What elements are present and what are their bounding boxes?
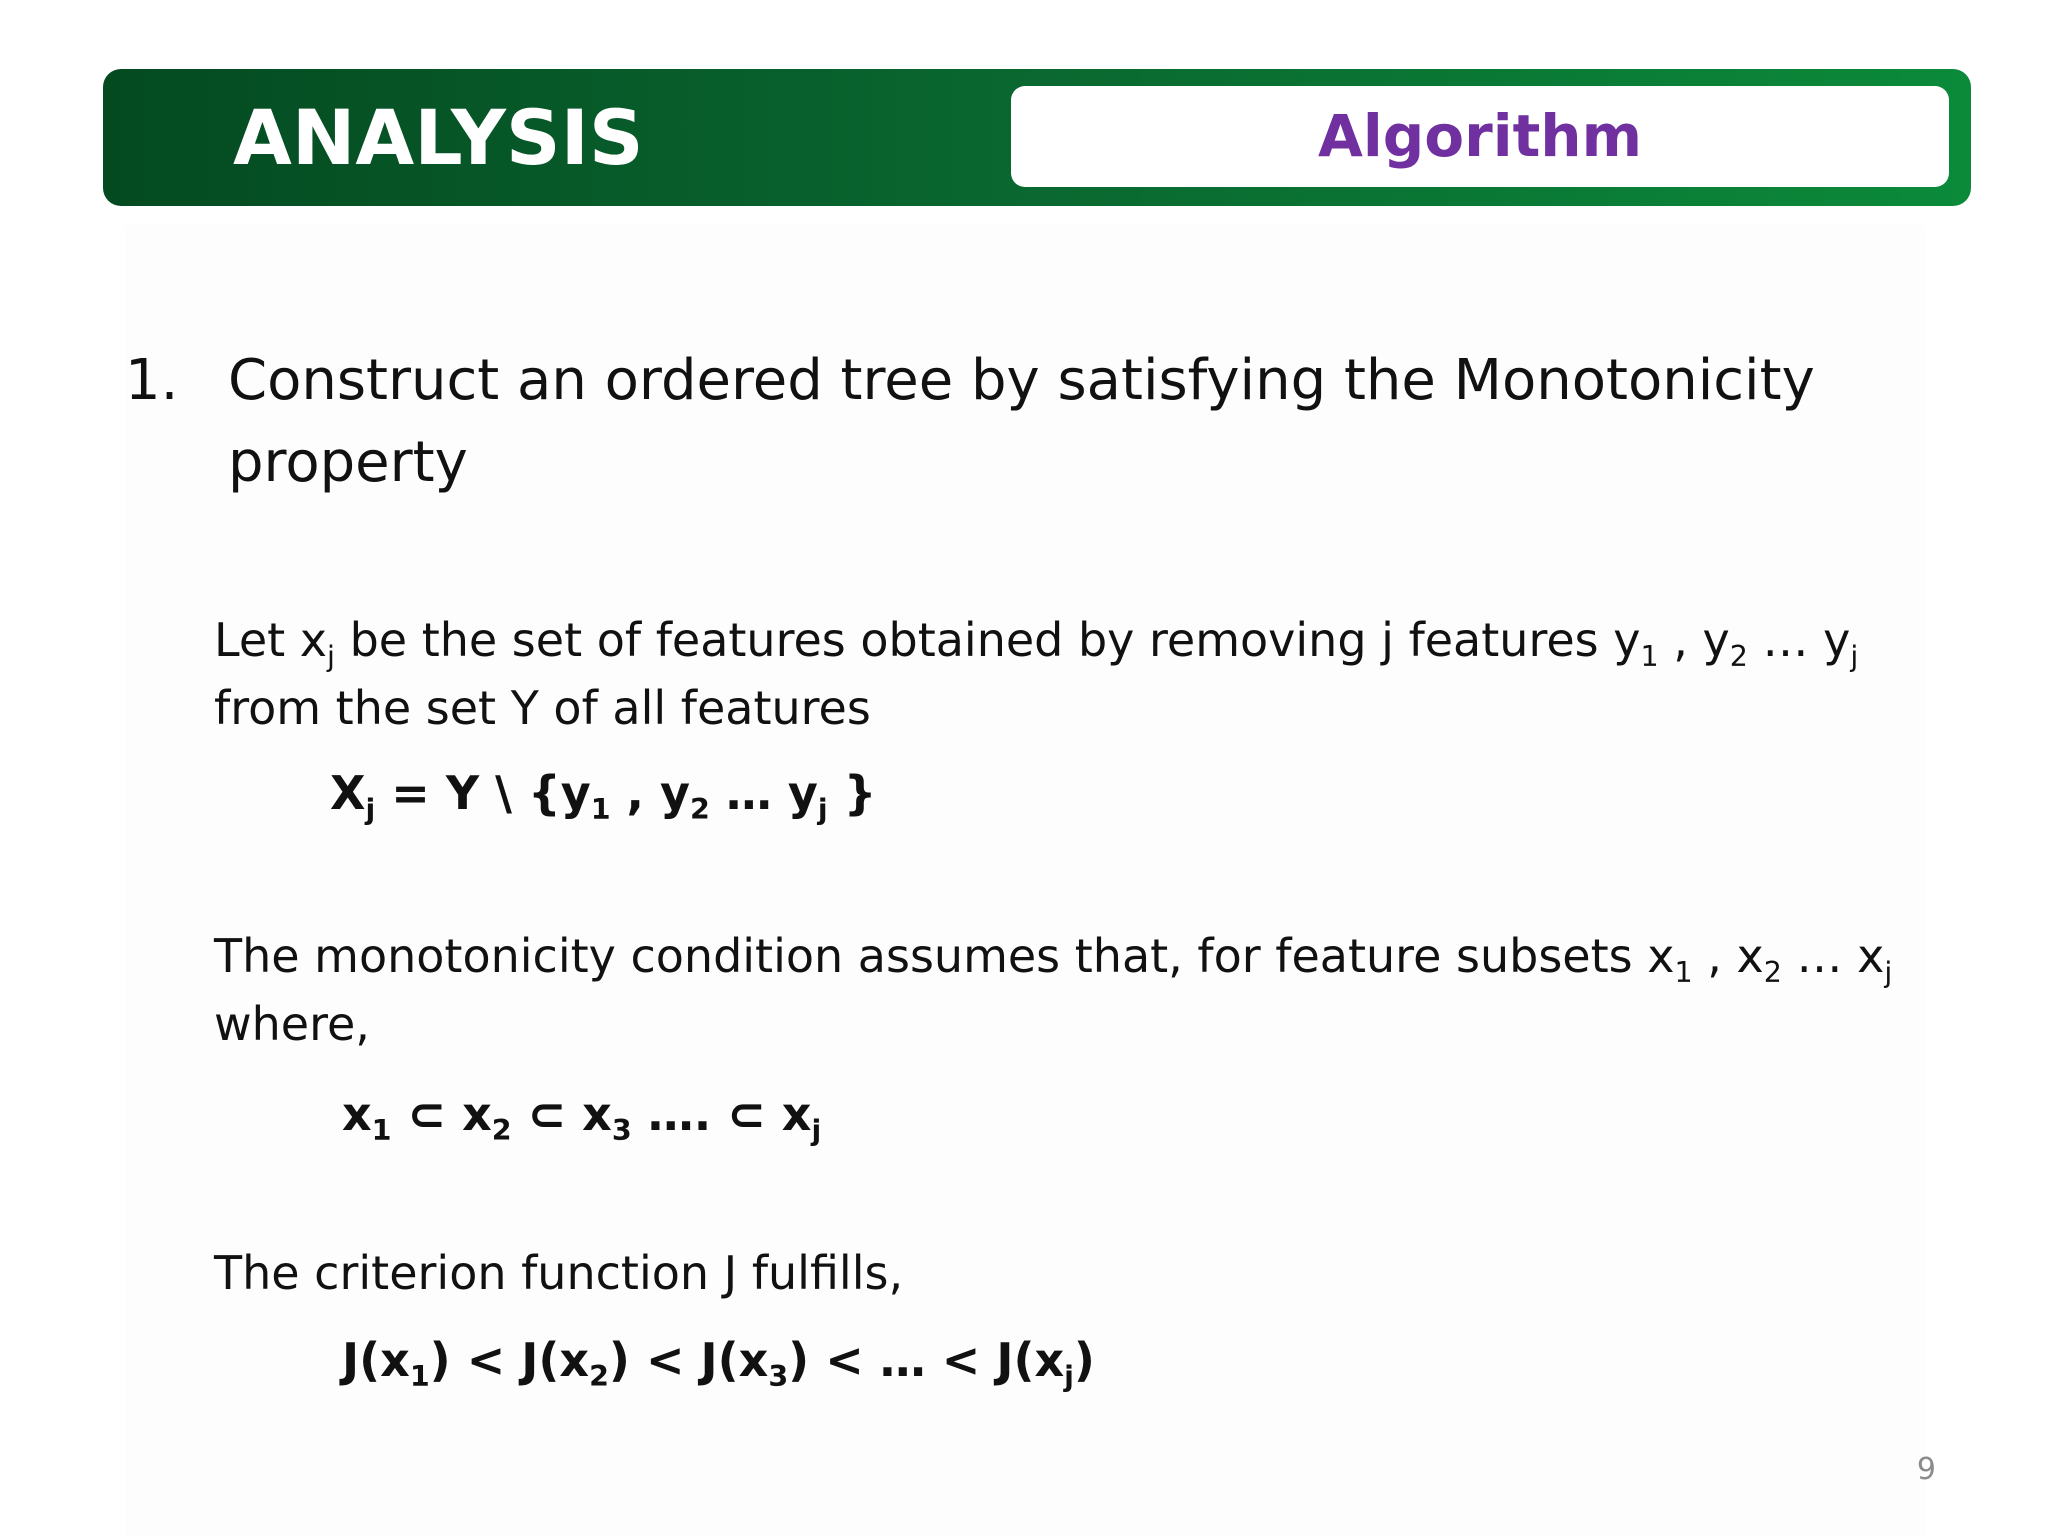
f3-sub-4: j — [1064, 1359, 1074, 1393]
header-subtitle: Algorithm — [1317, 102, 1643, 170]
para1-sub-4: j — [1850, 639, 1859, 673]
f1-sub-3: 2 — [690, 792, 710, 826]
step-number: 1. — [125, 348, 179, 413]
para2-sub-1: 1 — [1674, 955, 1693, 989]
f1-text-3: , y — [610, 766, 691, 820]
f3-text-3: ) < J(x — [608, 1333, 769, 1387]
f2-sub-2: 2 — [491, 1113, 512, 1147]
para2-text-1: The monotonicity condition assumes that, for feature subsets x — [214, 929, 1675, 983]
para1-text-5: from the set Y of all features — [214, 681, 871, 735]
f3-text-2: ) < J(x — [429, 1333, 590, 1387]
formula-set-difference — [330, 763, 877, 826]
f3-text-4: ) < … < J(x — [788, 1333, 1065, 1387]
f2-text-4: …. ⊂ x — [631, 1087, 812, 1141]
para2-sub-2: 2 — [1763, 955, 1782, 989]
f2-sub-1: 1 — [371, 1113, 392, 1147]
f3-sub-2: 2 — [589, 1359, 609, 1393]
para1-text-2: be the set of features obtained by removing j features y — [334, 613, 1641, 667]
f2-sub-4: j — [811, 1113, 822, 1147]
f1-sub-1: j — [365, 792, 376, 826]
para1-sub-2: 1 — [1640, 639, 1659, 673]
paragraph-definition — [214, 606, 1914, 742]
para1-text-3: , y — [1658, 613, 1730, 667]
f3-text-1: J(x — [342, 1333, 410, 1387]
f2-text-3: ⊂ x — [511, 1087, 612, 1141]
f3-sub-1: 1 — [409, 1359, 430, 1393]
f3-sub-3: 3 — [768, 1359, 789, 1393]
para1-text-1: Let x — [214, 613, 328, 667]
f3-text-5: ) — [1073, 1333, 1095, 1387]
f2-text-1: x — [342, 1087, 372, 1141]
para1-sub-1: j — [327, 639, 335, 673]
f1-text-2: = Y \ {y — [375, 766, 591, 820]
para2-sub-3: j — [1884, 955, 1893, 989]
f1-text-1: X — [330, 766, 366, 820]
para1-text-4: … y — [1747, 613, 1851, 667]
formula-subset-chain — [342, 1084, 822, 1147]
step-text: Construct an ordered tree by satisfying the Monotonicity property — [228, 348, 1815, 495]
header-title: ANALYSIS — [233, 93, 644, 182]
page-number: 9 — [1916, 1452, 1936, 1487]
f1-text-5: } — [827, 766, 877, 820]
para2-text-4: where, — [214, 997, 370, 1051]
paragraph-criterion: The criterion function J fulfills, — [214, 1246, 904, 1300]
f1-sub-2: 1 — [590, 792, 611, 826]
f1-text-4: … y — [709, 766, 818, 820]
header-bar — [103, 69, 1971, 206]
f1-sub-4: j — [817, 792, 828, 826]
para2-text-3: … x — [1781, 929, 1885, 983]
f2-text-2: ⊂ x — [391, 1087, 492, 1141]
para2-text-2: , x — [1692, 929, 1764, 983]
f2-sub-3: 3 — [611, 1113, 632, 1147]
paragraph-monotonicity — [214, 922, 1914, 1058]
header-subtitle-box — [1011, 86, 1949, 187]
para1-sub-3: 2 — [1729, 639, 1748, 673]
formula-criterion-inequality — [342, 1330, 1095, 1393]
